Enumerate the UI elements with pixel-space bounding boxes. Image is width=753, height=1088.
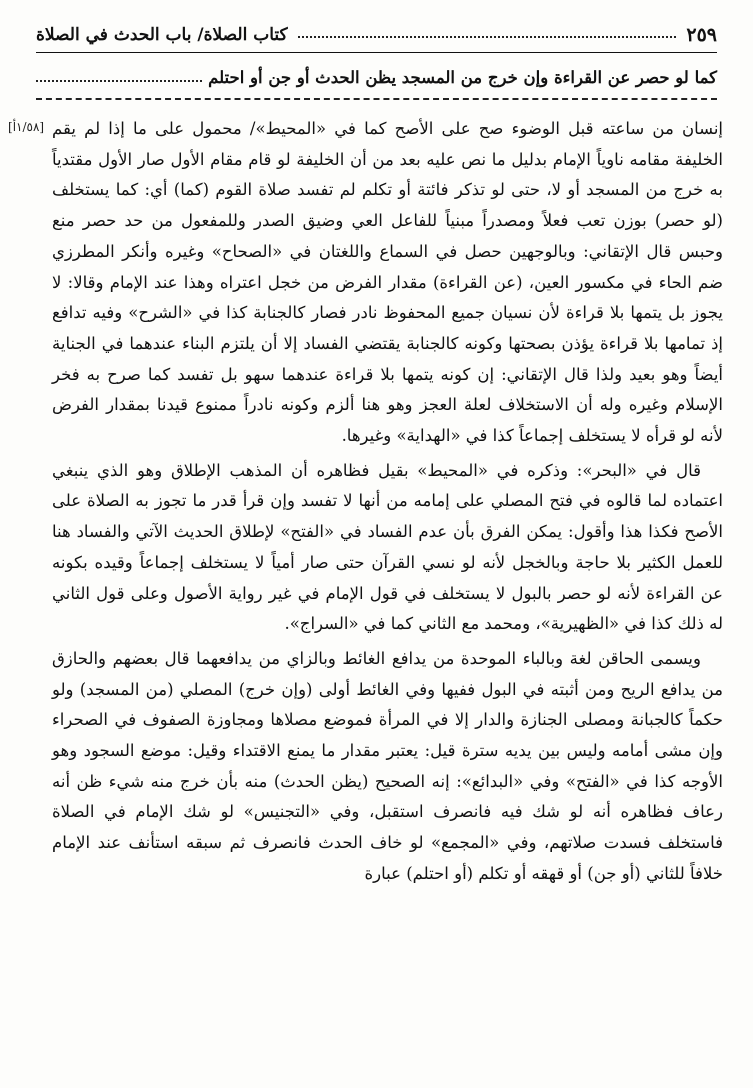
header-dot-leader [298,36,677,38]
manuscript-folio-ref: [١/٥٨أ] [8,120,45,134]
matn-dot-leader [36,80,202,82]
running-header [36,20,717,50]
commentary-body [52,114,723,1068]
page-number: ٢٥٩ [686,24,717,46]
matn-text: كما لو حصر عن القراءة وإن خرج من المسجد يظن الحدث أو جن أو احتلم [208,67,717,87]
paragraph: ويسمى الحاقن لغة وبالباء الموحدة من يدافع الغائط وبالزاي من يدافعهما قال بعضهم والحازق من يدافع الريح ومن أثبته في البول ففيها وفي الغائط أولى (وإن خرج) المصلي (من المسجد) ولو حكماً كالجبانة ومصلى الجنازة والدار إلا في المرأة فموضع مصلاها ومجاوزة الصفوف في الصحراء وإن مشى أمامه وليس بين يديه سترة قيل: يعتبر مقدار ما يمنع الاقتداء وقيل: موضع السجود وهو الأوجه كذا في «الفتح» وفي «البدائع»: إنه الصحيح (يظن الحدث) منه بأن خرج منه شيء ظن أنه رعاف فظاهره أنه لو شك فيه فانصرف استقبل، وفي «التجنيس» لو شك الإمام في الصلاة فاستخلف فسدت صلاتهم، وفي «المجمع» لو خاف الحدث فانصرف ثم سبقه استأنف عند الإمام خلافاً للثاني (أو جن) أو قهقه أو تكلم (أو احتلم) عبارة [52,648,723,883]
header-rule [36,52,717,53]
matn-line [36,62,717,92]
paragraph: قال في «البحر»: وذكره في «المحيط» بقيل فظاهره أن المذهب الإطلاق وهو الذي ينبغي اعتماده لما قالوه في فتح المصلي على إمامه من أنها لا تفسد وإن قرأ قدر ما تجوز به الصلاة على الأصح فكذا هذا وأقول: يمكن الفرق بأن عدم الفساد في «الفتح» لإطلاق الحديث الآتي والفساد هنا للعمل الكثير بلا حاجة وبالخجل لأنه لو نسي القرآن حتى صار أمياً لا يستخلف إجماعاً وقيده بكونه عن القراءة لأنه لو حصر بالبول لا يستخلف في قول الإمام في غير رواية الأصول وعلى قول الثاني له ذلك كذا في «الظهيرية»، ومحمد مع الثاني كما في «السراج». [52,460,723,634]
paragraph: إنسان من ساعته قبل الوضوء صح على الأصح كما في «المحيط»/ محمول على ما إذا لم يقم الخليفة مقامه ناوياً الإمام بدليل ما نص عليه بعد من أن الخليفة لو قام مقام الأول صار الأول مقتدياً به خرج من المسجد أو لا، حتى لو تذكر فائتة أو تكلم لم تفسد صلاة القوم (كما) أي: كما يستخلف (لو حصر) بوزن تعب فعلاً ومصدراً مبنياً للفاعل العي وضيق الصدر وللمفعول من حد حصر منع وحبس قال الإتقاني: وبالوجهين حصل في السماع واللغتان في «الصحاح» وغيره وأنكر المطرزي ضم الحاء في مكسور العين، (عن القراءة) مقدار الفرض من خجل اعتراه وهذا عند الإمام وقالا: لا يجوز بل يتمها بلا قراءة لأن نسيان جميع المحفوظ نادر فصار كالجنابة كذا في «الشرح» وفيه تدافع إذ تمامها بلا قراءة يؤذن بصحتها وكونه كالجنابة يقتضي الفساد إلا أن يلتزم البناء عندهما في الجناية أيضاً وهو بعيد ولذا قال الإتقاني: إن كونه يتمها بلا قراءة عندهما سهو بل تفسد كما صرح به فخر الإسلام وغيره وله أن الاستخلاف لعلة العجز وهو هنا ألزم وكونه نادراً ممنوع قيدنا بمقدار الفرض لأنه لو قرأه لا يستخلف إجماعاً كذا في «الهداية» وغيرها. [52,119,724,446]
chapter-title: كتاب الصلاة/ باب الحدث في الصلاة [36,25,288,45]
matn-separator [36,98,717,100]
